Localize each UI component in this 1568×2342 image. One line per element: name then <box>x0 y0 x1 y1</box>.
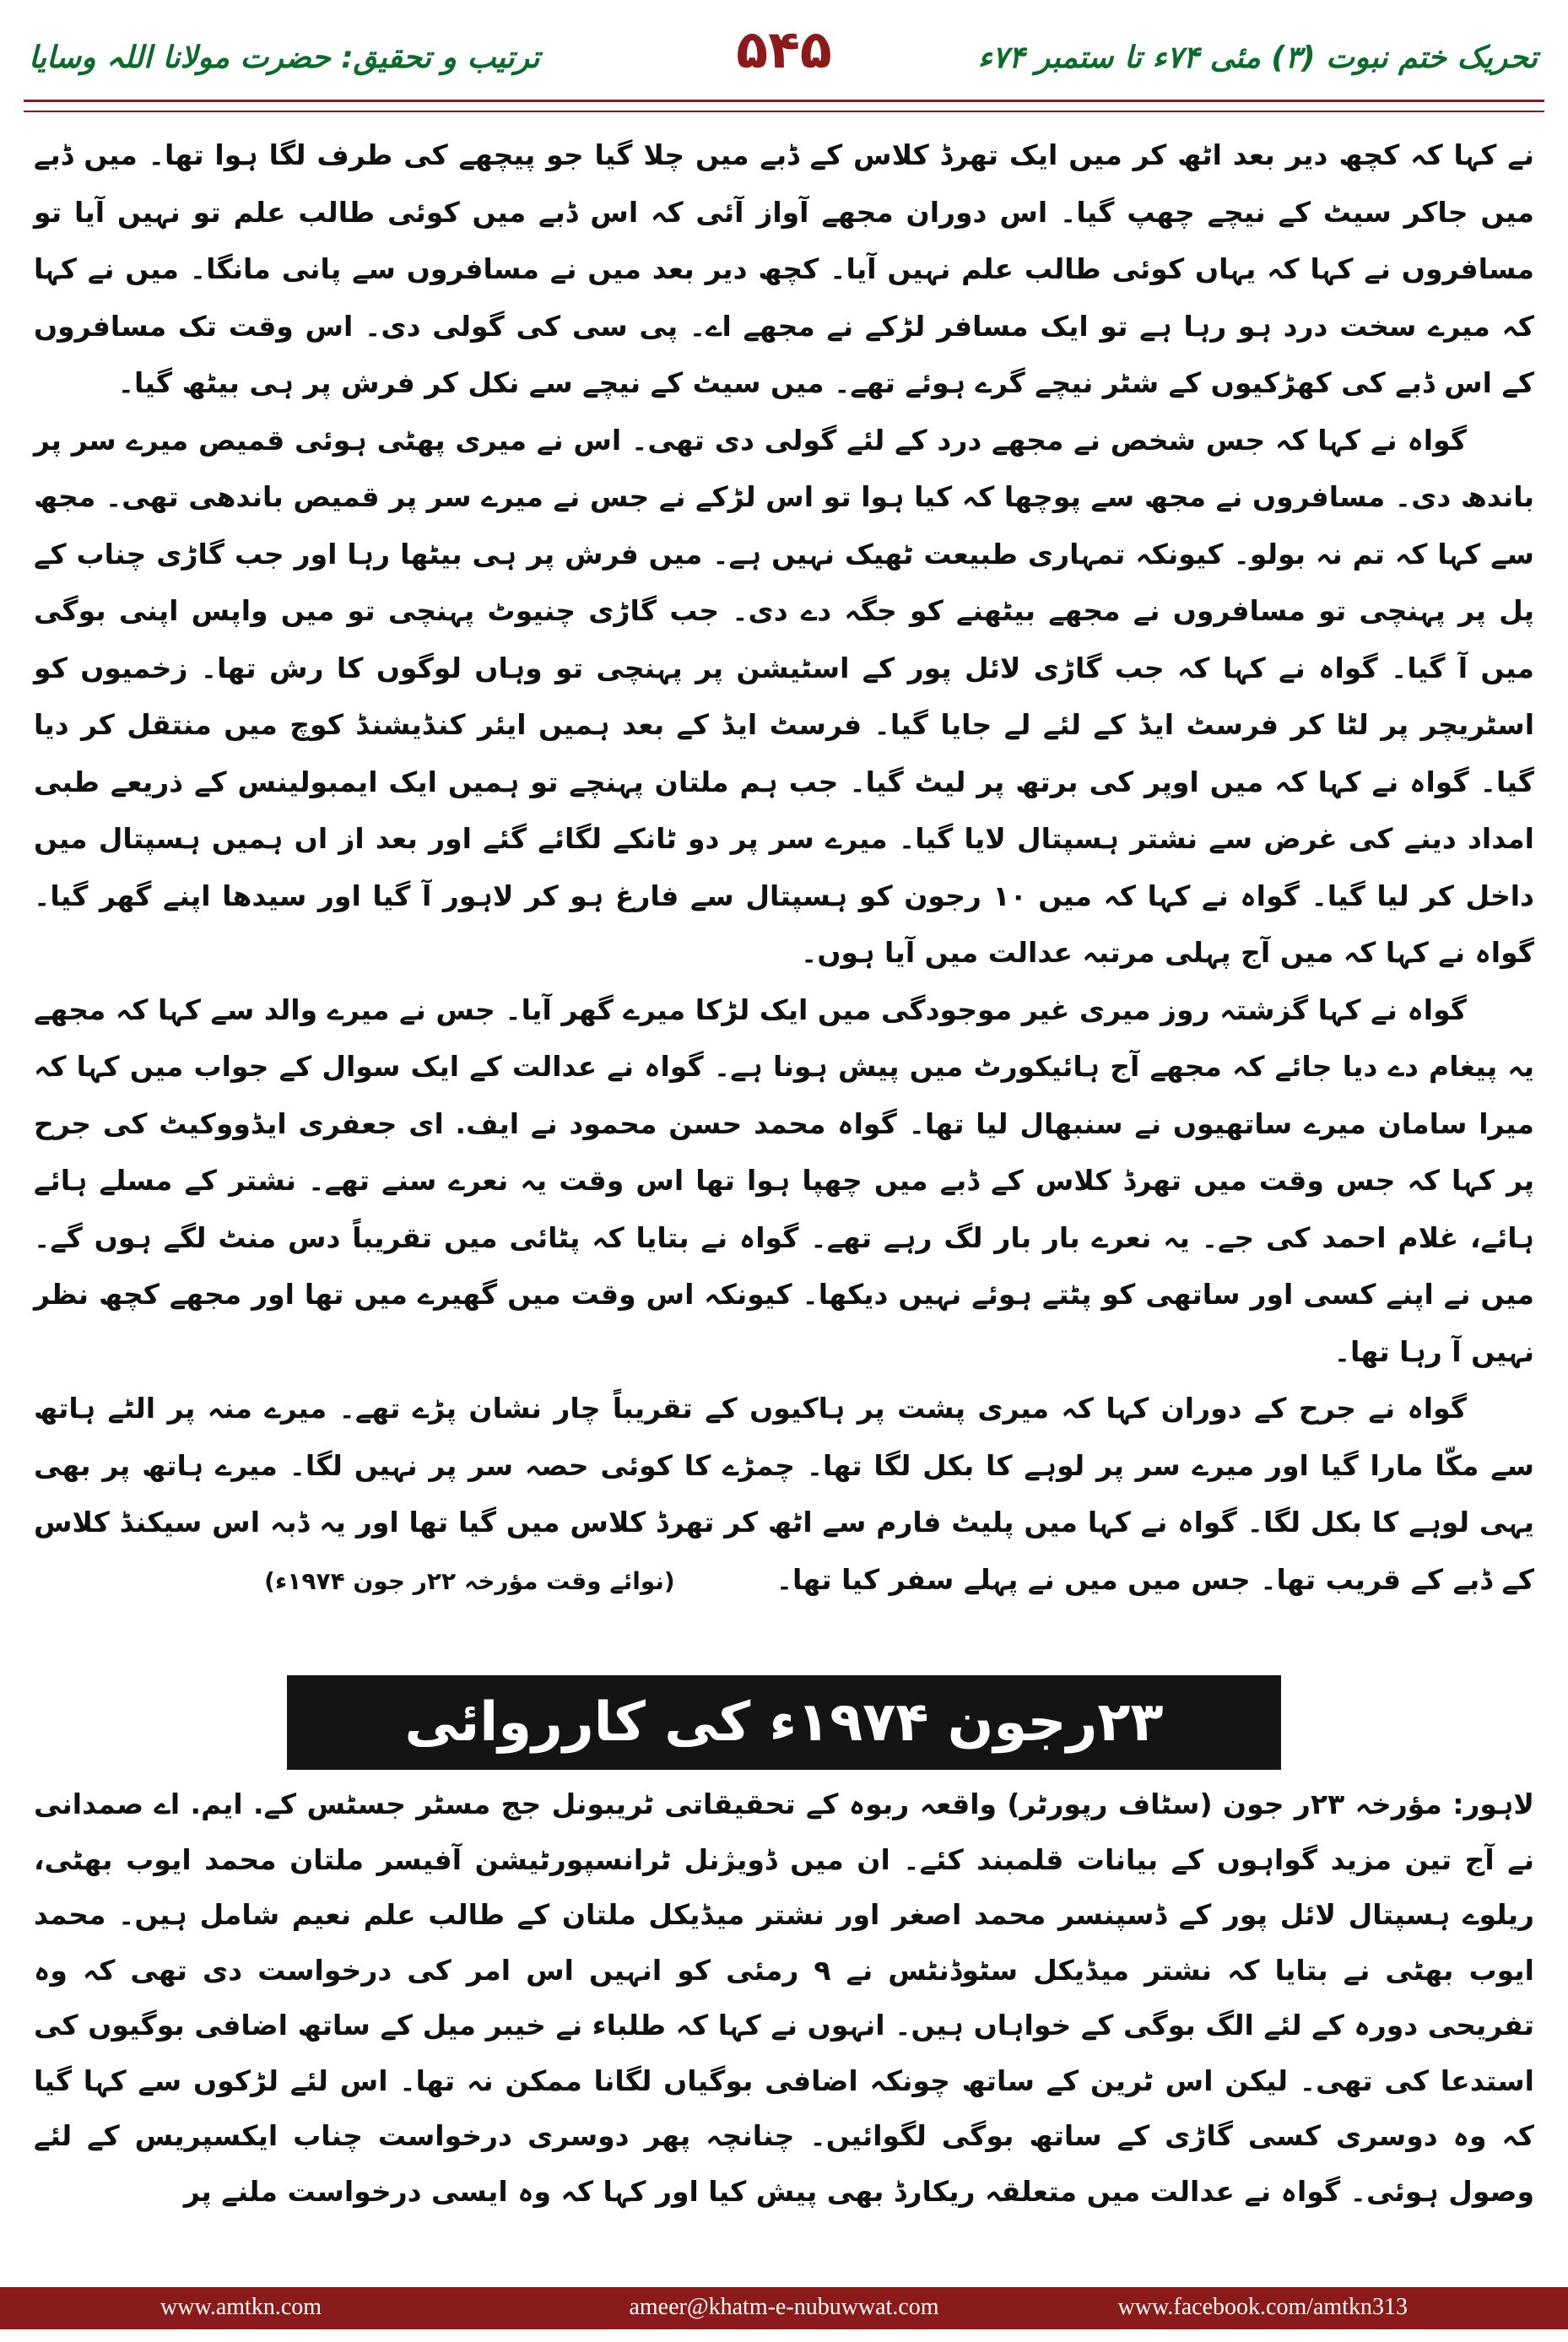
page-footer <box>0 2287 1568 2329</box>
section-heading-banner: ۲۳رجون ۱۹۷۴ء کی کارروائی <box>287 1675 1281 1770</box>
compiler-credit: ترتیب و تحقیق: حضرت مولانا اللہ وسایا <box>29 41 540 75</box>
header-divider <box>24 100 1544 112</box>
book-title: تحریک ختم نبوت (۳) مئی ۷۴ء تا ستمبر ۷۴ء <box>977 41 1538 75</box>
paragraph <box>34 1380 1534 1609</box>
footer-email[interactable]: ameer@khatm-e-nubuwwat.com <box>629 2294 939 2320</box>
page-header <box>0 0 1568 118</box>
paragraph: گواہ نے کہا کہ جس شخص نے مجھے درد کے لئے گولی دی تھی۔ اس نے میری پھٹی ہوئی قمیص میرے سر پر باندھ دی۔ مسافروں نے مجھ سے پوچھا کہ کیا ہوا تو اس لڑکے نے جس نے میرے سر پر قمیص باندھی تھی۔ مجھ سے کہا کہ تم نہ بولو۔ کیونکہ تمہاری طبیعت ٹھیک نہیں ہے۔ میں فرش پر ہی بیٹھا رہا اور جب گاڑی چناب کے پل پر پہنچی تو مسافروں نے مجھے بیٹھنے کو جگہ دے دی۔ جب گاڑی چنیوٹ پہنچی تو میں واپس اپنی بوگی میں آ گیا۔ گواہ نے کہا کہ جب گاڑی لائل پور کے اسٹیشن پر پہنچی تو وہاں لوگوں کا رش تھا۔ زخمیوں کو اسٹریچر پر لٹا کر فرسٹ ایڈ کے لئے لے جایا گیا۔ فرسٹ ایڈ کے بعد ہمیں ایئر کنڈیشنڈ کوچ میں منتقل کر دیا گیا۔ گواہ نے کہا کہ میں اوپر کی برتھ پر لیٹ گیا۔ جب ہم ملتان پہنچے تو ہمیں ایک ایمبولینس کے ذریعے طبی امداد دینے کی غرض سے نشتر ہسپتال لایا گیا۔ میرے سر پر دو ٹانکے لگائے گئے اور بعد از اں ہمیں ہسپتال میں داخل کر لیا گیا۔ گواہ نے کہا کہ میں ۱۰ رجون کو ہسپتال سے فارغ ہو کر لاہور آ گیا اور سیدھا اپنے گھر گیا۔ گواہ نے کہا کہ میں آج پہلی مرتبہ عدالت میں آیا ہوں۔ <box>34 423 1534 969</box>
paragraph: گواہ نے کہا گزشتہ روز میری غیر موجودگی میں ایک لڑکا میرے گھر آیا۔ جس نے میرے والد سے کہا کہ مجھے یہ پیغام دے دیا جائے کہ مجھے آج ہائیکورٹ میں پیش ہونا ہے۔ گواہ نے عدالت کے ایک سوال کے جواب میں کہا کہ میرا سامان میرے ساتھیوں نے سنبھال لیا تھا۔ گواہ محمد حسن محمود نے ایف. ای جعفری ایڈووکیٹ کی جرح پر کہا کہ جس وقت میں تھرڈ کلاس کے ڈبے میں چھپا ہوا تھا اس وقت یہ نعرے سنے تھے۔ نشتر کے مسلے ہائے ہائے، غلام احمد کی جے۔ یہ نعرے بار بار لگ رہے تھے۔ گواہ نے بتایا کہ پٹائی میں تقریباً دس منٹ لگے ہوں گے۔ میں نے اپنے کسی اور ساتھی کو پٹتے ہوئے نہیں دیکھا۔ کیونکہ اس وقت میں گھیرے میں تھا اور مجھے کچھ نظر نہیں آ رہا تھا۔ <box>34 993 1534 1368</box>
section-text <box>34 1777 1534 2219</box>
footer-facebook-link[interactable]: www.facebook.com/amtkn313 <box>1117 2294 1408 2320</box>
paragraph-text: گواہ نے جرح کے دوران کہا کہ میری پشت پر ہاکیوں کے تقریباً چار نشان پڑے تھے۔ میرے منہ پر الٹے ہاتھ سے مکّا مارا گیا اور میرے سر پر لوہے کا بکل لگا تھا۔ چمڑے کا کوئی حصہ سر پر نہیں لگا۔ میرے ہاتھ پر بھی یہی لوہے کا بکل لگا۔ گواہ نے کہا میں پلیٹ فارم سے اٹھ کر تھرڈ کلاس میں گیا تھا اور یہ ڈبہ اس سیکنڈ کلاس کے ڈبے کے قریب تھا۔ جس میں میں نے پہلے سفر کیا تھا۔ <box>34 1392 1534 1596</box>
paragraph: لاہور: مؤرخہ ۲۳ر جون (سٹاف رپورٹر) واقعہ ربوہ کے تحقیقاتی ٹریبونل جج مسٹر جسٹس کے. ایم. اے صمدانی نے آج تین مزید گواہوں کے بیانات قلمبند کئے۔ ان میں ڈویژنل ٹرانسپورٹیشن آفیسر ملتان محمد ایوب بھٹی، ریلوے ہسپتال لائل پور کے ڈسپنسر محمد اصغر اور نشتر میڈیکل ملتان کے طالب علم نعیم شامل ہیں۔ محمد ایوب بھٹی نے بتایا کہ نشتر میڈیکل سٹوڈنٹس نے ۹ رمئی کو انہیں اس امر کی درخواست دی تھی کہ وہ تفریحی دورہ کے لئے الگ بوگی کے خواہاں ہیں۔ انہوں نے کہا کہ طلباء نے خیبر میل کے ساتھ اضافی بوگیوں کی استدعا کی تھی۔ لیکن اس ٹرین کے ساتھ چونکہ اضافی بوگیاں لگانا ممکن نہ تھا۔ اس لئے لڑکوں سے کہا گیا کہ وہ دوسری کسی گاڑی کے ساتھ بوگی لگوائیں۔ چنانچہ پھر دوسری درخواست چناب ایکسپریس کے لئے وصول ہوئی۔ گواہ نے عدالت میں متعلقہ ریکارڈ بھی پیش کیا اور کہا کہ وہ ایسی درخواست ملنے پر <box>34 1788 1534 2208</box>
source-citation: (نوائے وقت مؤرخہ ۲۲ر جون ۱۹۷۴ء) <box>264 1566 675 1595</box>
paragraph: نے کہا کہ کچھ دیر بعد اٹھ کر میں ایک تھرڈ کلاس کے ڈبے میں چلا گیا جو پیچھے کی طرف لگا ہوا تھا۔ میں ڈبے میں جاکر سیٹ کے نیچے چھپ گیا۔ اس دوران مجھے آواز آئی کہ اس ڈبے میں کوئی طالب علم تو نہیں آیا تو مسافروں نے کہا کہ یہاں کوئی طالب علم نہیں آیا۔ کچھ دیر بعد میں نے مسافروں سے پانی مانگا۔ میں نے کہا کہ میرے سخت درد ہو رہا ہے تو ایک مسافر لڑکے نے مجھے اے۔ پی سی کی گولی دی۔ اس وقت تک مسافروں کے اس ڈبے کی کھڑکیوں کے شٹر نیچے گرے ہوئے تھے۔ میں سیٹ کے نیچے سے نکل کر فرش پر ہی بیٹھ گیا۔ <box>34 138 1534 399</box>
page-number: ۵۴۵ <box>736 19 832 80</box>
main-text <box>34 127 1534 1609</box>
footer-website-link[interactable]: www.amtkn.com <box>160 2294 322 2320</box>
